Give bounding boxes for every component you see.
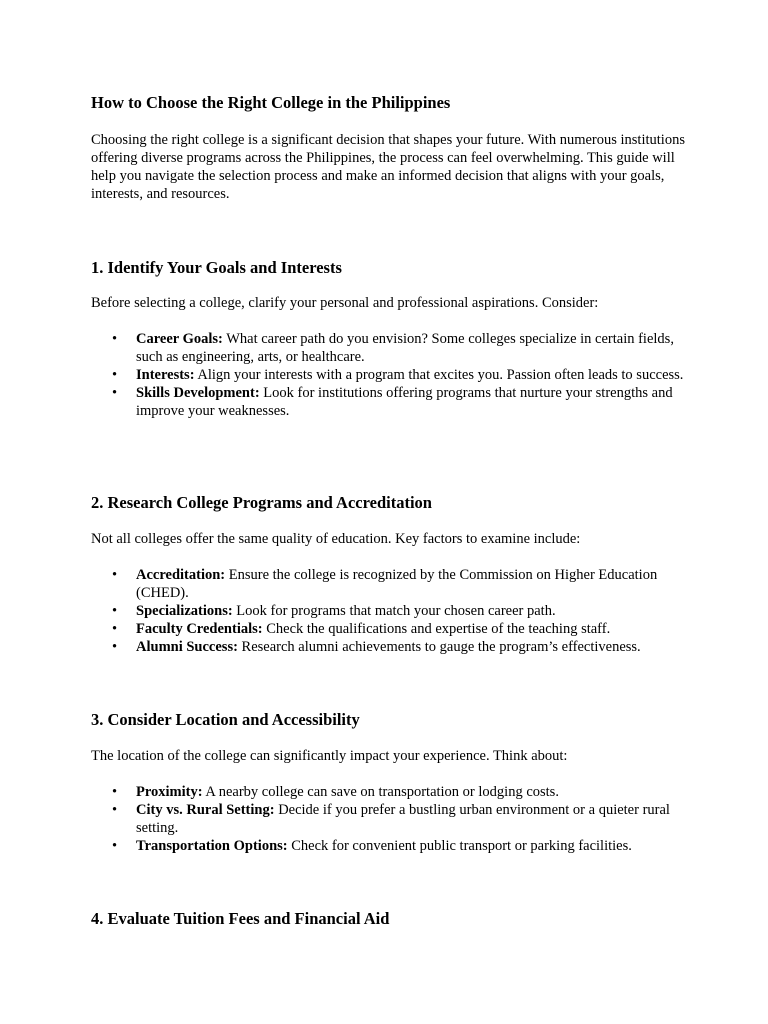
list-item-term: Skills Development: [136, 385, 260, 401]
list-item [91, 566, 691, 602]
bullet-icon: • [112, 621, 118, 637]
section-2-lead-block [91, 530, 691, 548]
section-1-list [91, 330, 691, 420]
section-heading: 2. Research College Programs and Accreditation [91, 493, 432, 512]
bullet-icon: • [112, 567, 118, 583]
bullet-icon: • [112, 603, 118, 619]
list-item [91, 330, 691, 366]
list-item-term: Career Goals: [136, 331, 223, 347]
list-item-text: Research alumni achievements to gauge the program’s effectiveness. [237, 639, 641, 655]
section-lead: Before selecting a college, clarify your personal and professional aspirations. Consider: [91, 295, 599, 311]
list-item [91, 801, 691, 837]
page-title: How to Choose the Right College in the Philippines [91, 93, 451, 112]
list-item-text: Align your interests with a program that excites you. Passion often leads to success. [194, 367, 684, 383]
list-item-term: Proximity: [136, 784, 203, 800]
section-3-lead-block [91, 747, 691, 765]
bullet-icon: • [112, 385, 118, 401]
section-heading: 3. Consider Location and Accessibility [91, 710, 360, 729]
list-item-term: Accreditation: [136, 567, 226, 583]
list-item-term: Faculty Credentials: [136, 621, 263, 637]
list-item [91, 602, 691, 620]
section-1 [91, 257, 691, 279]
list-item-term: Transportation Options: [136, 838, 288, 854]
bullet-icon: • [112, 367, 118, 383]
list-item [91, 783, 691, 801]
list-item-text: Look for institutions offering programs that nurture your strengths and improve your weaknesses. [136, 385, 673, 419]
section-3 [91, 709, 691, 731]
list-item-text: Look for programs that match your chosen career path. [232, 603, 556, 619]
list-item-text: Decide if you prefer a bustling urban environment or a quieter rural setting. [136, 802, 670, 836]
section-2-list [91, 566, 691, 656]
list-item-term: Interests: [136, 367, 195, 383]
section-lead: The location of the college can significantly impact your experience. Think about: [91, 748, 568, 764]
section-1-lead-block [91, 294, 691, 312]
list-item [91, 366, 691, 384]
section-lead: Not all colleges offer the same quality of education. Key factors to examine include: [91, 531, 581, 547]
list-item [91, 620, 691, 638]
list-item-text: A nearby college can save on transportation or lodging costs. [202, 784, 559, 800]
list-item [91, 837, 691, 855]
list-item-text: Ensure the college is recognized by the Commission on Higher Education (CHED). [136, 567, 658, 601]
list-item [91, 638, 691, 656]
list-item [91, 384, 691, 420]
list-item-text: What career path do you envision? Some colleges specialize in certain fields, such as engineering, arts, or healthcare. [136, 331, 674, 365]
list-item-text: Check for convenient public transport or parking facilities. [287, 838, 632, 854]
title-block [91, 92, 691, 114]
list-item-term: Alumni Success: [136, 639, 238, 655]
intro-paragraph: Choosing the right college is a significant decision that shapes your future. With numerous institutions offering diverse programs across the Philippines, the process can feel overwhelming. This guide will help you navigate the selection process and make an informed decision that aligns with your goals, interests, and resources. [91, 132, 685, 202]
bullet-icon: • [112, 331, 118, 347]
list-item-term: City vs. Rural Setting: [136, 802, 275, 818]
bullet-icon: • [112, 639, 118, 655]
bullet-icon: • [112, 838, 118, 854]
intro-block [91, 131, 691, 203]
section-4 [91, 908, 691, 930]
section-heading: 4. Evaluate Tuition Fees and Financial Aid [91, 909, 390, 928]
section-heading: 1. Identify Your Goals and Interests [91, 258, 342, 277]
list-item-term: Specializations: [136, 603, 233, 619]
bullet-icon: • [112, 784, 118, 800]
bullet-icon: • [112, 802, 118, 818]
section-2 [91, 492, 691, 514]
list-item-text: Check the qualifications and expertise of the teaching staff. [262, 621, 611, 637]
section-3-list [91, 783, 691, 855]
